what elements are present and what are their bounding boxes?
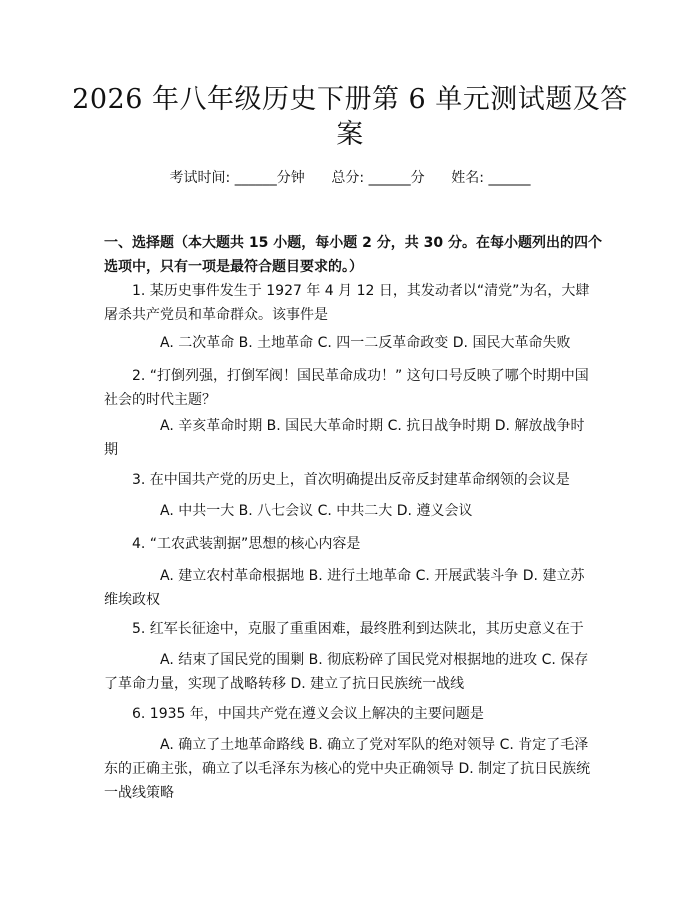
section-heading-multiple-choice: 一、选择题（本大题共 15 小题，每小题 2 分，共 30 分。在每小题列出的四个选项中，只有一项是最符合题目要求的。） (104, 235, 602, 275)
question-5-options: A. 结束了国民党的围剿 B. 彻底粉碎了国民党对根据地的进攻 C. 保存了革命力量，实现了战略转移 D. 建立了抗日民族统一战线 (104, 652, 589, 692)
question-5-stem: 5. 红军长征途中，克服了重重困难，最终胜利到达陕北，其历史意义在于 (132, 621, 584, 637)
question-6-options: A. 确立了土地革命路线 B. 确立了党对军队的绝对领导 C. 肯定了毛泽东的正确主张，确立了以毛泽东为核心的党中央正确领导 D. 制定了抗日民族统一战线策略 (104, 737, 591, 801)
question-1-options: A. 二次革命 B. 土地革命 C. 四一二反革命政变 D. 国民大革命失败 (160, 335, 571, 351)
question-2-options: A. 辛亥革命时期 B. 国民大革命时期 C. 抗日战争时期 D. 解放战争时期 (104, 418, 585, 458)
question-4-stem: 4. “工农武装割据”思想的核心内容是 (132, 536, 361, 552)
question-3-stem: 3. 在中国共产党的历史上，首次明确提出反帝反封建革命纲领的会议是 (132, 472, 570, 488)
question-4-options: A. 建立农村革命根据地 B. 进行土地革命 C. 开展武装斗争 D. 建立苏维埃政权 (104, 568, 585, 608)
question-1-stem: 1. 某历史事件发生于 1927 年 4 月 12 日，其发动者以“清党”为名，大肆屠杀共产党员和革命群众。该事件是 (104, 283, 590, 323)
question-2-stem: 2. “打倒列强，打倒军阀！国民革命成功！” 这句口号反映了哪个时期中国社会的时代主题？ (104, 368, 589, 408)
document-title-line-2: 案 (336, 119, 364, 150)
document-title-line-1: 2026 年八年级历史下册第 6 单元测试题及答 (72, 84, 628, 115)
question-6-stem: 6. 1935 年，中国共产党在遵义会议上解决的主要问题是 (132, 706, 484, 722)
exam-info-line: 考试时间: ______分钟 总分: ______分 姓名: ______ (169, 170, 531, 186)
question-3-options: A. 中共一大 B. 八七会议 C. 中共二大 D. 遵义会议 (160, 503, 473, 519)
